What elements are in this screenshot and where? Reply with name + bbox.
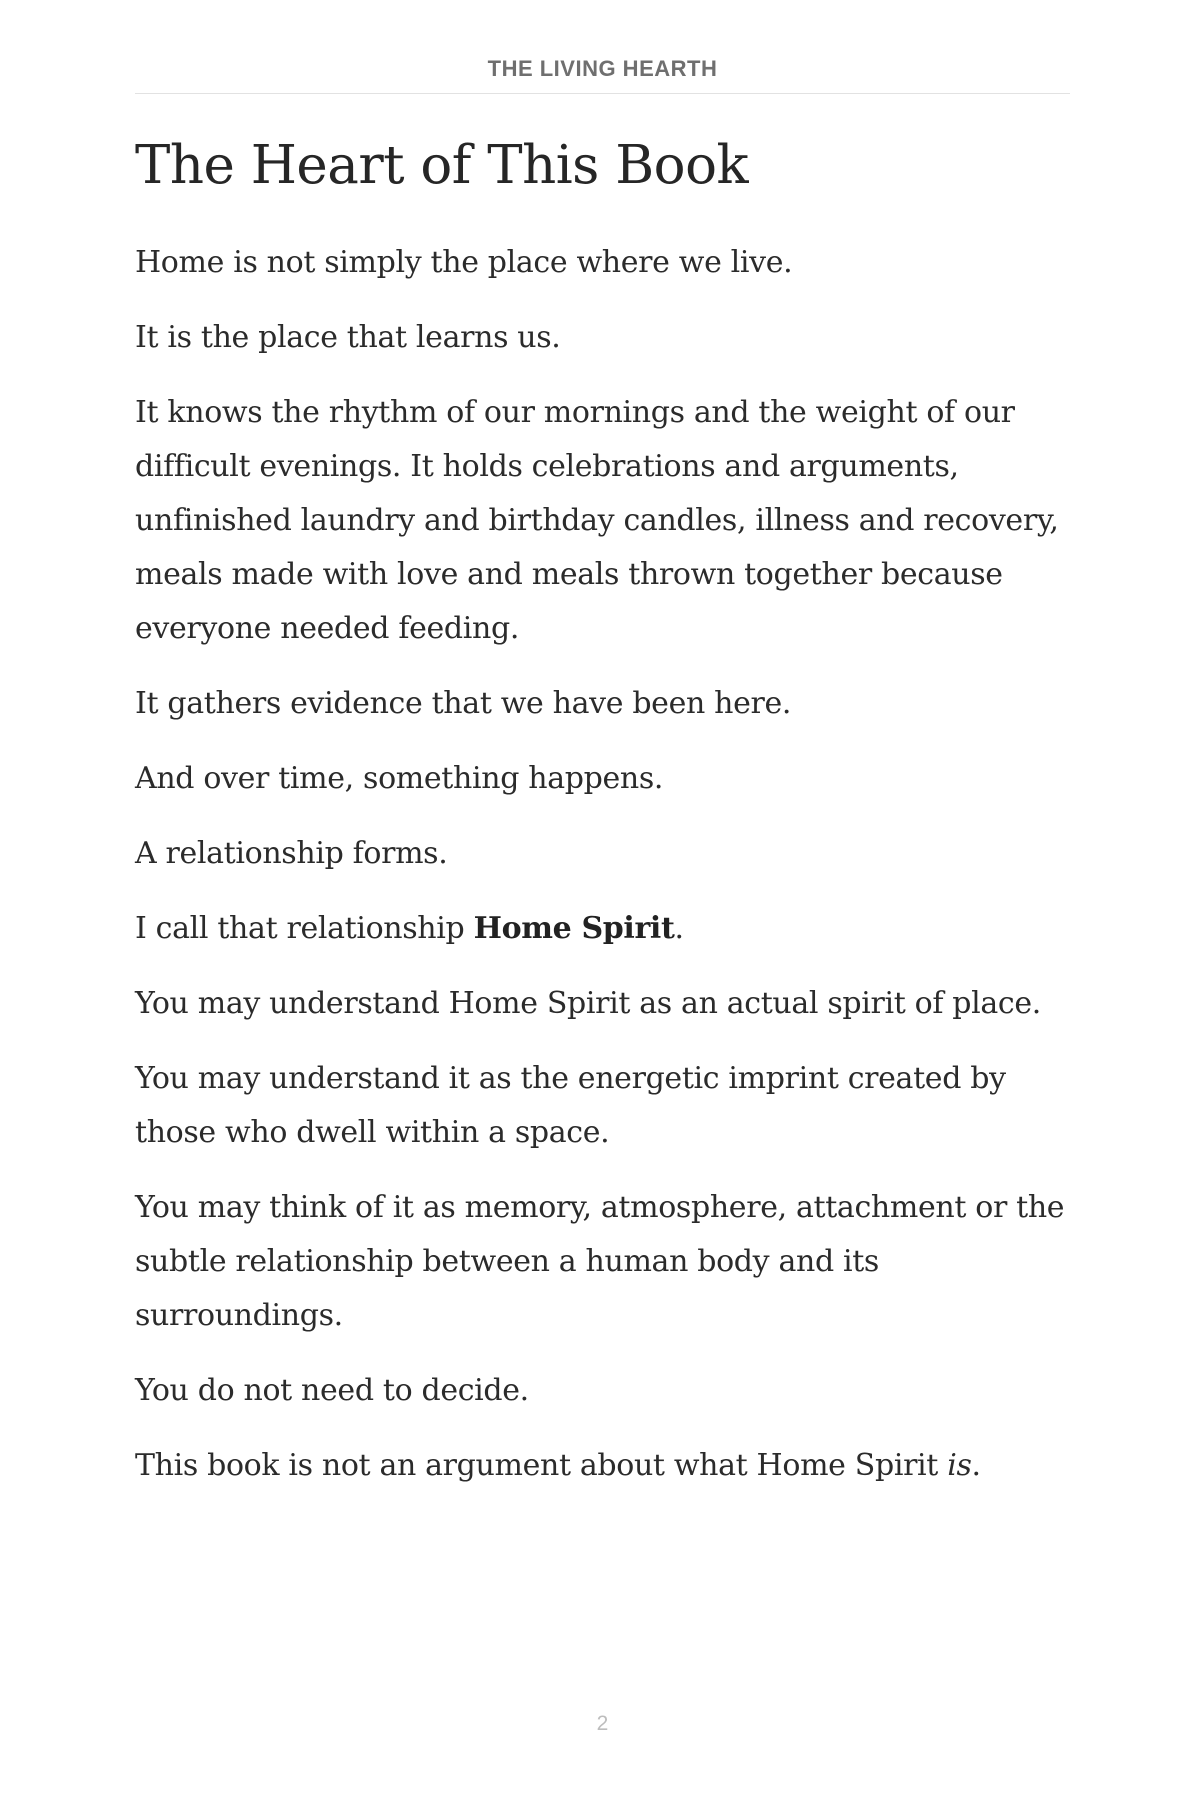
emphasis-italic: is <box>947 1448 972 1483</box>
paragraph <box>135 902 1070 956</box>
paragraph: And over time, something happens. <box>135 761 664 796</box>
paragraph: A relationship forms. <box>135 836 448 871</box>
paragraph <box>135 1439 1070 1493</box>
page-number: 2 <box>596 1712 609 1735</box>
paragraph: You may understand Home Spirit as an actual spirit of place. <box>135 986 1041 1021</box>
paragraph: Home is not simply the place where we live. <box>135 245 793 280</box>
chapter-title: The Heart of This Book <box>135 135 749 196</box>
paragraph: It gathers evidence that we have been here. <box>135 686 792 721</box>
paragraph-text: I call that relationship <box>135 911 474 946</box>
paragraph: You may think of it as memory, atmosphere, attachment or the subtle relationship between a human body and its surroundings. <box>135 1190 1065 1333</box>
running-header: THE LIVING HEARTH <box>487 56 718 81</box>
paragraph-text: . <box>674 911 684 946</box>
paragraph-text: This book is not an argument about what Home Spirit <box>135 1448 948 1483</box>
chapter-body <box>135 236 1070 1514</box>
paragraph: It is the place that learns us. <box>135 320 561 355</box>
book-page <box>135 0 1070 1804</box>
header-divider <box>135 93 1070 94</box>
paragraph: You do not need to decide. <box>135 1373 529 1408</box>
paragraph: It knows the rhythm of our mornings and the weight of our difficult evenings. It holds celebrations and arguments, unfinished laundry and birthday candles, illness and recovery, meals made with love and meals thrown together because everyone needed feeding. <box>135 395 1059 646</box>
paragraph-text: . <box>971 1448 981 1483</box>
emphasis-bold: Home Spirit <box>473 911 675 946</box>
paragraph: You may understand it as the energetic imprint created by those who dwell within a space. <box>135 1061 1006 1150</box>
